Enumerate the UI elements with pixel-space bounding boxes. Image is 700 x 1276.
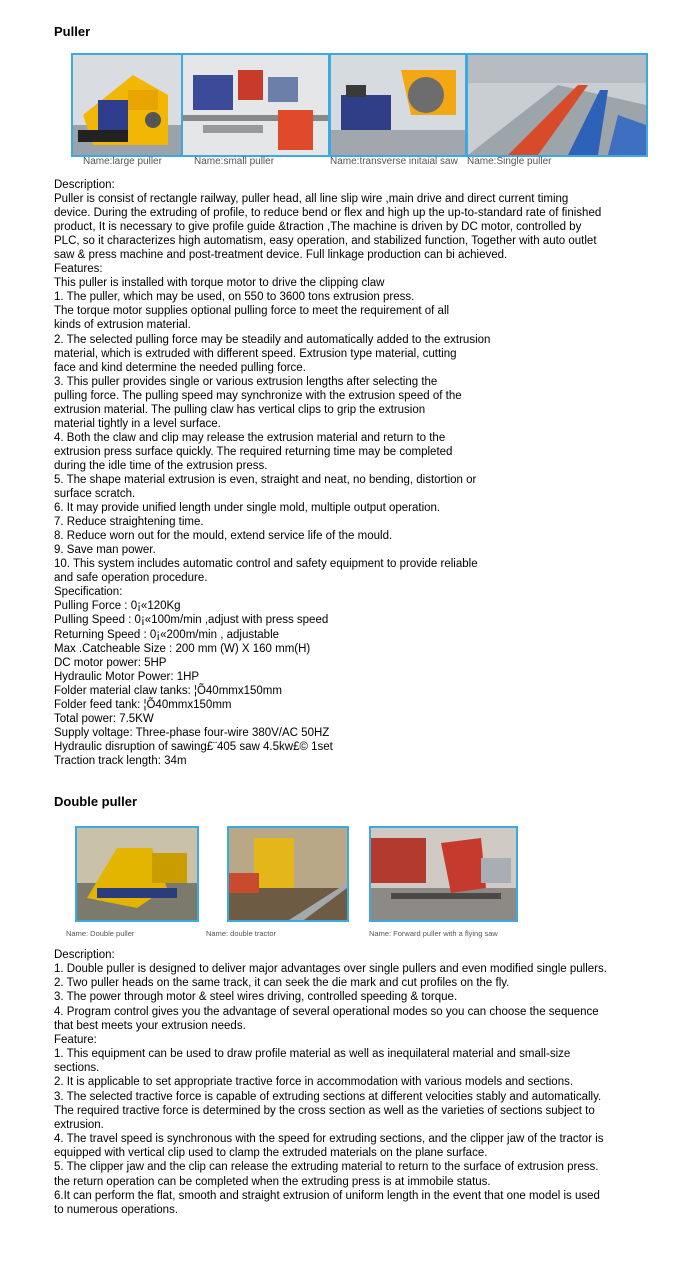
double-tractor-image[interactable]	[227, 826, 349, 922]
transverse-saw-caption: Name:transverse initaial saw	[330, 156, 458, 167]
text-line: extrusion material. The pulling claw has vertical clips to grip the extrusion	[54, 403, 426, 416]
text-line: 2. It is applicable to set appropriate tractive force in accommodation with various models and sections.	[54, 1076, 574, 1089]
text-line: 6. It may provide unified length under single mold, multiple output operation.	[54, 502, 441, 515]
text-line: 5. The shape material extrusion is even, straight and neat, no bending, distortion or	[54, 473, 477, 486]
text-line: 1. This equipment can be used to draw profile material as well as inequilateral material and small-size	[54, 1048, 571, 1061]
text-line: material tightly in a level surface.	[54, 417, 221, 430]
transverse-saw-image[interactable]	[329, 53, 467, 157]
double-puller-description	[54, 948, 607, 1217]
section-title-double-puller: Double puller	[54, 794, 138, 809]
text-line: to numerous operations.	[54, 1203, 179, 1216]
text-line: 3. The selected tractive force is capable of extruding sections at different velocities stably and automatically.	[54, 1090, 602, 1103]
text-line: PLC, so it characterizes high automatism, easy operation, and stabilized function, Together with auto outlet	[54, 235, 597, 248]
text-line: equipped with vertical clip used to clamp the extruded materials on the plane surface.	[54, 1147, 488, 1160]
text-line: device. During the extruding of profile, to reduce bend or flex and high up the up-to-standard rate of finished	[54, 207, 602, 220]
double-tractor-caption: Name: double tractor	[206, 929, 277, 938]
text-line: 2. Two puller heads on the same track, it can seek the die mark and cut profiles on the fly.	[54, 977, 510, 990]
text-line: surface scratch.	[54, 488, 136, 501]
text-line: 1. Double puller is designed to deliver major advantages over single pullers and even modified single pullers.	[54, 963, 607, 976]
text-line: DC motor power: 5HP	[54, 656, 167, 669]
text-line: 9. Save man power.	[54, 544, 156, 557]
small-puller-image[interactable]	[181, 53, 330, 157]
text-line: 4. The travel speed is synchronous with the speed for extruding sections, and the clipper jaw of the tractor is	[54, 1133, 604, 1146]
text-line: Total power: 7.5KW	[54, 712, 154, 725]
text-line: 3. This puller provides single or various extrusion lengths after selecting the	[54, 375, 438, 388]
single-puller-caption: Name:Single puller	[467, 156, 552, 167]
large-puller-image[interactable]	[71, 53, 183, 157]
text-line: Folder material claw tanks: ¦Õ40mmx150mm	[54, 684, 282, 697]
small-puller-caption: Name:small puller	[194, 156, 275, 167]
section-title-puller: Puller	[54, 24, 91, 39]
text-line: 8. Reduce worn out for the mould, extend service life of the mould.	[54, 530, 393, 543]
text-line: Puller is consist of rectangle railway, puller head, all line slip wire ,main drive and direct current timing	[54, 193, 569, 206]
double-puller-image[interactable]	[75, 826, 199, 922]
text-line: Folder feed tank: ¦Õ40mmx150mm	[54, 698, 232, 711]
text-line: extrusion.	[54, 1118, 104, 1131]
forward-puller-caption: Name: Forward puller with a flying saw	[369, 929, 498, 938]
double-puller-caption: Name: Double puller	[66, 929, 135, 938]
text-line: 3. The power through motor & steel wires driving, controlled speeding & torque.	[54, 991, 458, 1004]
text-line: Description:	[54, 179, 115, 191]
text-line: the return operation can be completed when the extruding press is at immobile status.	[54, 1175, 491, 1188]
text-line: 6.It can perform the flat, smooth and straight extrusion of uniform length in the event that one model is used	[54, 1189, 600, 1202]
text-line: 4. Both the claw and clip may release the extrusion material and return to the	[54, 431, 446, 444]
text-line: 7. Reduce straightening time.	[54, 516, 204, 529]
puller-description	[54, 178, 601, 768]
text-line: Pulling Speed : 0¡«100m/min ,adjust with press speed	[54, 614, 329, 627]
text-line: 2. The selected pulling force may be steadily and automatically added to the extrusion	[54, 333, 491, 346]
text-line: Max .Catcheable Size : 200 mm (W) X 160 mm(H)	[54, 642, 311, 655]
text-line: The torque motor supplies optional pulling force to meet the requirement of all	[54, 305, 450, 318]
text-line: Traction track length: 34m	[54, 754, 187, 767]
text-line: 10. This system includes automatic control and safety equipment to provide reliable	[54, 558, 478, 571]
text-line: that best meets your extrusion needs.	[54, 1019, 246, 1032]
text-line: face and kind determine the needed pulling force.	[54, 361, 306, 374]
text-line: Hydraulic disruption of sawing£¨405 saw 4.5kw£© 1set	[54, 740, 333, 753]
text-line: extrusion press surface quickly. The required returning time may be completed	[54, 445, 453, 458]
text-line: This puller is installed with torque motor to drive the clipping claw	[54, 277, 385, 290]
text-line: material, which is extruded with different speed. Extrusion type material, cutting	[54, 347, 457, 360]
text-line: Hydraulic Motor Power: 1HP	[54, 670, 200, 683]
single-puller-image[interactable]	[466, 53, 648, 157]
text-line: and safe operation procedure.	[54, 572, 208, 585]
text-line: Returning Speed : 0¡«200m/min , adjustable	[54, 628, 280, 641]
text-line: Specification:	[54, 586, 123, 599]
text-line: saw & press machine and post-treatment device. Full linkage production can bi achieved.	[54, 249, 508, 262]
text-line: Features:	[54, 263, 103, 276]
text-line: Description:	[54, 949, 115, 961]
text-line: 4. Program control gives you the advantage of several operational modes so you can choose the sequence	[54, 1005, 599, 1018]
text-line: The required tractive force is determined by the cross section as well as the varieties of sections subject to	[54, 1104, 595, 1117]
text-line: sections.	[54, 1062, 100, 1075]
text-line: kinds of extrusion material.	[54, 319, 191, 332]
text-line: Pulling Force : 0¡«120Kg	[54, 600, 181, 613]
large-puller-caption: Name:large puller	[83, 156, 162, 167]
text-line: Supply voltage: Three-phase four-wire 380V/AC 50HZ	[54, 726, 330, 739]
text-line: during the idle time of the extrusion press.	[54, 459, 268, 472]
forward-puller-image[interactable]	[369, 826, 518, 922]
text-line: 1. The puller, which may be used, on 550 to 3600 tons extrusion press.	[54, 291, 415, 304]
text-line: product, It is necessary to give profile guide &traction ,The machine is driven by DC motor, controlled by	[54, 221, 582, 234]
text-line: 5. The clipper jaw and the clip can release the extruding material to return to the surface of extrusion press.	[54, 1161, 599, 1174]
text-line: Feature:	[54, 1033, 97, 1046]
text-line: pulling force. The pulling speed may synchronize with the extrusion speed of the	[54, 389, 462, 402]
